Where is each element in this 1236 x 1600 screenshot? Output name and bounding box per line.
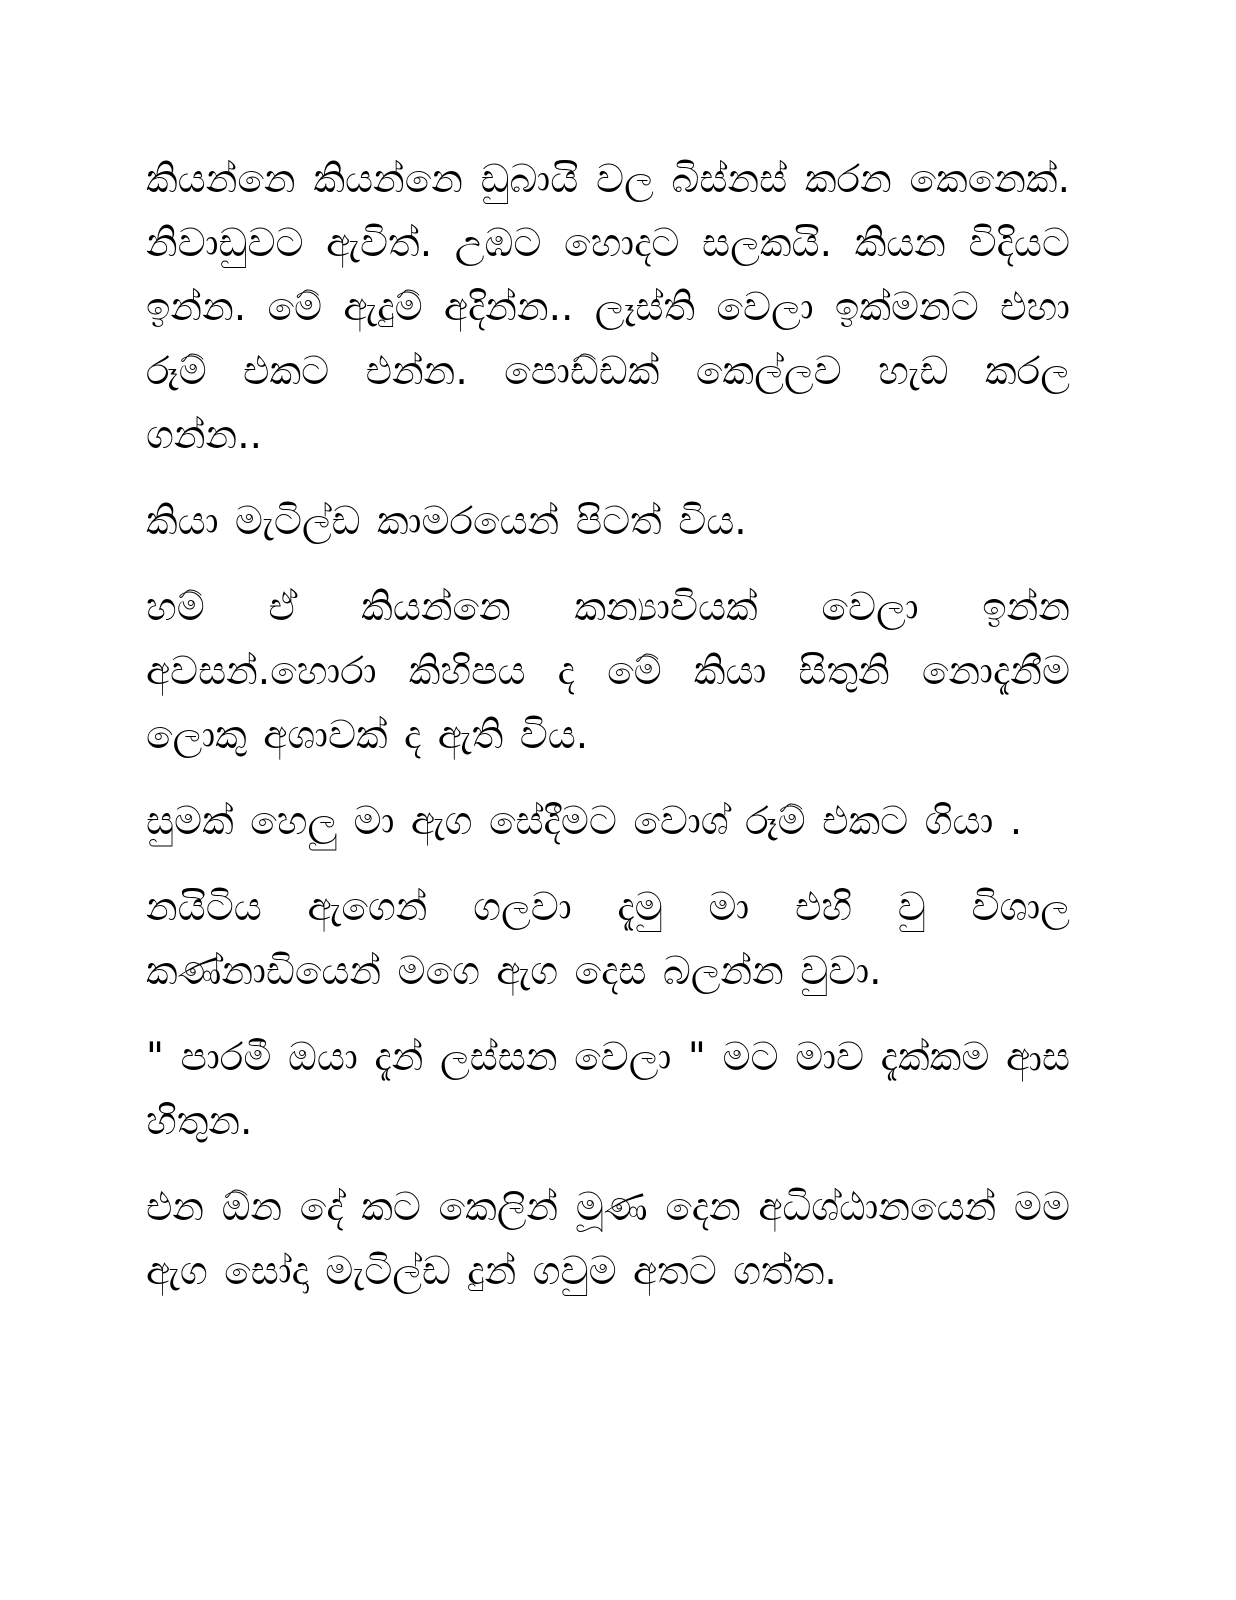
paragraph: කියා මැටිල්ඩ කාමරයෙන් පිටත් විය.: [146, 499, 747, 544]
paragraph: නයිටිය ඇගෙන් ගලවා දැමු මා එහි වු විශාල කණ්නාඩියෙන් මගෙ ඇග දෙස බලන්න වුවා.: [146, 885, 1070, 994]
paragraph: හම් ඒ කියන්නෙ කන්‍යාවියක් වෙලා ඉන්න අවසන්.හොරා කිහිපය ද මේ කියා සිතුනි නොදැනීම ලොකු අශාවක් ද ඇති විය.: [146, 585, 1070, 758]
paragraph: කියන්නෙ කියන්නෙ ඩුබායි වල බිස්නස් කරන කෙනෙක්. නිවාඩුවට ඇවිත්. උඹට හොදට සලකයි. කියන විදියට ඉන්න. මේ ඇදුම් අදින්න.. ලෑස්ති වෙලා ඉක්මනට එහා රූම් එකට එන්න. පොඩ්ඩක් කෙල්ලව හැඩ කරල ගන්න..: [146, 157, 1070, 458]
paragraph: සුමක් හෙලු මා ඇග සේදීමට වොශ් රූම් එකට ගියා .: [146, 799, 1023, 844]
paragraph: එන ඕන දේ කට කෙලින් මූණ දෙන අධිශ්ඨානයෙන් මම ඇග සෝදා මැටිල්ඩ දුන් ගවුම අතට ගත්ත.: [146, 1185, 1070, 1294]
paragraph: " පාරමී ඔයා දැන් ලස්සන වෙලා " මට මාව දැක්කම ආස හිතුන.: [146, 1035, 1070, 1144]
